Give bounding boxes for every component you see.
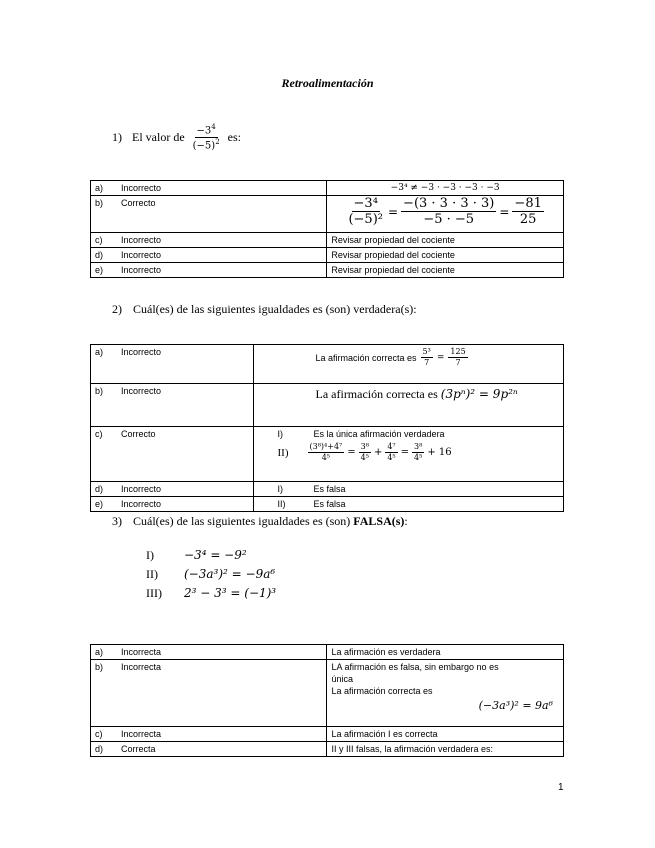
q3-statements <box>146 548 276 605</box>
page-title: Retroalimentación <box>281 76 374 90</box>
table-row: b) Incorrecta LA afirmación es falsa, sin embargo no es única La afirmación correcta es (−3a³)² = 9a⁶ <box>91 660 564 727</box>
table-row: a) Incorrecto −3⁴ ≠ −3 · −3 · −3 · −3 <box>91 181 564 196</box>
table-row: c) Incorrecta La afirmación I es correcta <box>91 727 564 742</box>
list-item: III) 2³ − 3³ = (−1)³ <box>146 586 277 600</box>
feedback-table-2 <box>90 344 564 512</box>
feedback-table-1 <box>90 180 564 278</box>
q1-fraction: $\frac{-3^4}{(-5)^2}$ <box>192 123 220 152</box>
table-row: a) Incorrecto La afirmación correcta es $\frac{\text{5³}}{7}$ = $\frac{125}{7}$ <box>91 345 564 384</box>
page-number: 1 <box>558 782 564 793</box>
list-item: I) −3⁴ = −9² <box>146 548 247 562</box>
table-row: c) Correcto I) Es la única afirmación verdadera II) $\frac{\text{(3⁸)⁴+4⁷}}{\text{4⁵}}$ = $\frac{\text{3⁸}}{\text{4⁵}}$ + $\frac{\text{4⁷}}{\text{4⁵}}$ = $\frac{\text{3⁸}}{\text{4⁵}}$ + 16 <box>91 427 564 482</box>
question-text-suffix: es: <box>227 130 242 145</box>
question-text: El valor de <box>132 130 185 145</box>
table-row: b) Incorrecto La afirmación correcta es (3pⁿ)² = 9p²ⁿ <box>91 384 564 427</box>
q1-solution: $\frac{\text{−3⁴}}{\text{(−5)²}}$ = $\frac{-(3 \cdot 3 \cdot 3 \cdot 3)}{-5 \cdot -5}$ = $\frac{-81}{25}$ <box>348 196 542 227</box>
feedback-cell: −3⁴ ≠ −3 · −3 · −3 · −3 <box>327 181 564 196</box>
table-row: c) Incorrecto Revisar propiedad del cociente <box>91 233 564 248</box>
question-1 <box>112 124 241 152</box>
question-3: 3) Cuál(es) de las siguientes igualdades es (son) FALSA(s): <box>112 514 408 528</box>
table-row: d) Incorrecto Revisar propiedad del cociente <box>91 248 564 263</box>
table-row: d) Correcta II y III falsas, la afirmación verdadera es: <box>91 742 564 757</box>
question-2: 2) Cuál(es) de las siguientes igualdades es (son) verdadera(s): <box>112 302 417 316</box>
feedback-table-3 <box>90 644 564 757</box>
question-number: 1) <box>112 130 122 145</box>
table-row: b) Correcto $\frac{\text{−3⁴}}{\text{(−5)²}}$ = $\frac{-(3 \cdot 3 \cdot 3 \cdot 3)}{-5 \cdot -5}$ = $\frac{-81}{25}$ <box>91 196 564 233</box>
list-item: II) (−3a³)² = −9a⁶ <box>146 567 276 581</box>
table-row: d) Incorrecto I) Es falsa <box>91 482 564 497</box>
table-row: e) Incorrecto Revisar propiedad del cociente <box>91 263 564 278</box>
table-row: a) Incorrecta La afirmación es verdadera <box>91 645 564 660</box>
table-row: e) Incorrecto II) Es falsa <box>91 497 564 512</box>
